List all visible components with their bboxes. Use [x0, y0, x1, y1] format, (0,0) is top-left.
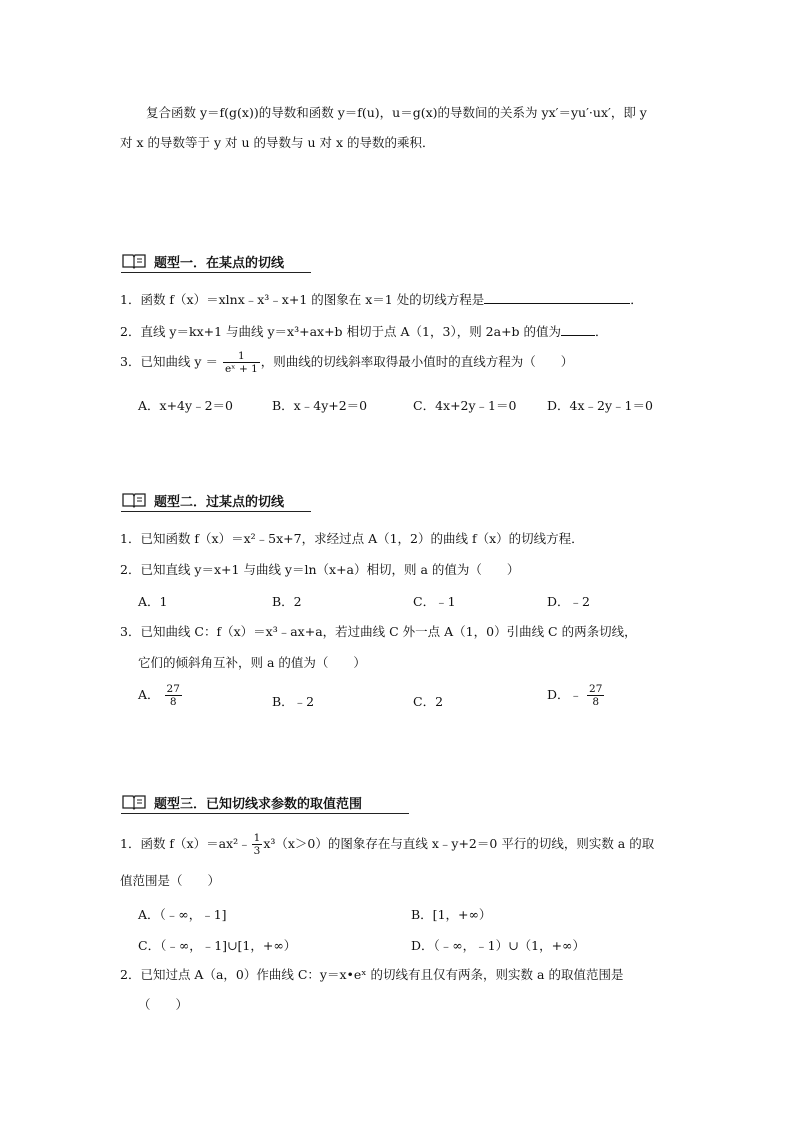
- s1-q2-end: ．: [595, 324, 608, 339]
- s2-q3-line-1: 3．已知曲线 C：f（x）＝x³﹣ax+a，若过曲线 C 外一点 A（1，0）引曲线 C 的两条切线，: [120, 624, 637, 639]
- fraction: [252, 832, 263, 857]
- section-title-1: 题型一．在某点的切线: [154, 256, 285, 271]
- intro-line-1: 复合函数 y＝f(g(x))的导数和函数 y＝f(u)，u＝g(x)的导数间的关系为 yx′＝yu′·ux′，即 y: [146, 105, 647, 120]
- section-title-2: 题型二．过某点的切线: [154, 495, 285, 510]
- s3-q1-option-c[interactable]: C．（﹣∞，﹣1]∪[1，+∞）: [138, 938, 297, 953]
- s2-q2: 2．已知直线 y＝x+1 与曲线 y＝ln（x+a）相切，则 a 的值为（ ）: [120, 562, 520, 577]
- s2-q2-option-a[interactable]: A．1: [138, 594, 168, 609]
- fraction-denominator: 3: [253, 845, 261, 857]
- answer-blank[interactable]: [484, 291, 630, 304]
- section-divider-3: [121, 813, 409, 814]
- fraction-numerator: 27: [166, 683, 180, 695]
- s1-q2: [120, 323, 608, 341]
- fraction-denominator: 8: [592, 696, 600, 708]
- s3-q1-option-a[interactable]: A．（﹣∞，﹣1]: [138, 907, 227, 922]
- s3-q2-line-2: （ ）: [138, 997, 189, 1012]
- fraction: [223, 350, 260, 375]
- fraction-denominator: eˣ + 1: [224, 363, 258, 375]
- book-icon: [121, 794, 147, 810]
- section-divider-1: [121, 272, 311, 273]
- s1-q3-option-c[interactable]: C．4x+2y﹣1＝0: [413, 398, 517, 413]
- s1-q3: [120, 350, 573, 375]
- option-label: D．﹣: [547, 687, 583, 702]
- option-label: A．: [138, 687, 160, 702]
- s1-q3-post: ，则曲线的切线斜率取得最小值时的直线方程为（ ）: [260, 354, 574, 369]
- answer-blank[interactable]: [561, 323, 595, 336]
- section-title-3: 题型三．已知切线求参数的取值范围: [154, 797, 363, 812]
- s2-q2-option-c[interactable]: C．﹣1: [413, 594, 456, 609]
- section-divider-2: [121, 511, 311, 512]
- s1-q2-text: 2．直线 y＝kx+1 与曲线 y＝x³+ax+b 相切于点 A（1，3），则 2a+b 的值为: [120, 324, 562, 339]
- s3-q1-line-1: [120, 832, 654, 857]
- fraction-numerator: 1: [223, 350, 260, 363]
- s1-q1: [120, 291, 643, 309]
- s2-q2-option-b[interactable]: B．2: [272, 594, 302, 609]
- book-icon: [121, 492, 147, 508]
- s3-q1-option-d[interactable]: D．（﹣∞，﹣1）∪（1，+∞）: [411, 938, 585, 953]
- s1-q1-end: ．: [630, 292, 643, 307]
- s2-q3-line-2: 它们的倾斜角互补，则 a 的值为（ ）: [138, 655, 366, 670]
- book-icon: [121, 253, 147, 269]
- fraction-numerator: 1: [253, 832, 261, 844]
- s2-q3-option-d[interactable]: [547, 683, 605, 708]
- intro-line-2: 对 x 的导数等于 y 对 u 的导数与 u 对 x 的导数的乘积．: [120, 135, 435, 150]
- s3-q1-pre: 1．函数 f（x）＝ax²﹣: [120, 836, 251, 851]
- fraction: [165, 683, 182, 708]
- s2-q3-option-a[interactable]: [138, 683, 183, 708]
- s3-q1-line-2: 值范围是（ ）: [120, 873, 221, 888]
- s1-q3-option-d[interactable]: D．4x﹣2y﹣1＝0: [547, 398, 653, 413]
- s1-q3-pre: 3．已知曲线 y ＝: [120, 354, 218, 369]
- s2-q3-option-c[interactable]: C．2: [413, 694, 444, 709]
- s1-q1-text: 1．函数 f（x）＝xlnx﹣x³﹣x+1 的图象在 x＝1 处的切线方程是: [120, 292, 485, 307]
- s2-q3-option-b[interactable]: B．﹣2: [272, 694, 315, 709]
- fraction-denominator: 8: [169, 696, 177, 708]
- fraction: [587, 683, 604, 708]
- s3-q1-post: x³（x＞0）的图象存在与直线 x﹣y+2＝0 平行的切线，则实数 a 的取: [263, 836, 655, 851]
- s3-q1-option-b[interactable]: B．[1，+∞）: [411, 907, 492, 922]
- s2-q1: 1．已知函数 f（x）＝x²﹣5x+7，求经过点 A（1，2）的曲线 f（x）的切线方程．: [120, 531, 584, 546]
- s1-q3-option-b[interactable]: B．x﹣4y+2＝0: [272, 398, 368, 413]
- s3-q2-line-1: 2．已知过点 A（a，0）作曲线 C：y＝x•eˣ 的切线有且仅有两条，则实数 a 的取值范围是: [120, 967, 624, 982]
- s2-q2-option-d[interactable]: D．﹣2: [547, 594, 590, 609]
- fraction-numerator: 27: [589, 683, 603, 695]
- s1-q3-option-a[interactable]: A．x+4y﹣2＝0: [138, 398, 233, 413]
